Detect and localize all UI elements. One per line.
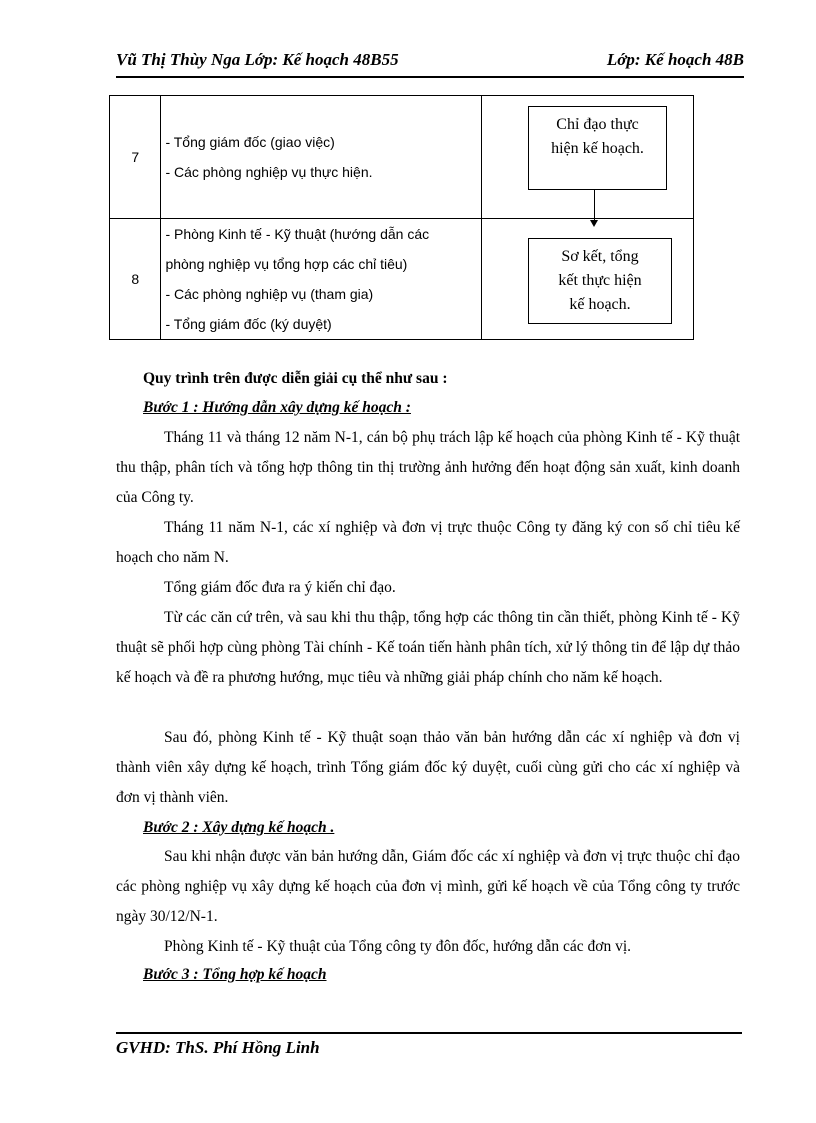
footer-rule	[116, 1032, 742, 1034]
page-footer: GVHD: ThS. Phí Hồng Linh	[116, 1038, 320, 1057]
step-number: 8	[110, 219, 161, 340]
description-line: - Các phòng nghiệp vụ (tham gia)	[165, 286, 374, 302]
step-3-heading: Bước 3 : Tổng hợp kế hoạch	[143, 966, 327, 983]
arrow-down-icon	[590, 220, 598, 227]
flow-box-line: Chỉ đạo thực	[556, 116, 639, 133]
header-author-class: Vũ Thị Thùy Nga Lớp: Kế hoạch 48B55	[116, 50, 399, 69]
paragraph: Tổng giám đốc đưa ra ý kiến chỉ đạo.	[164, 579, 396, 596]
description-line: - Tổng giám đốc (giao việc)	[165, 134, 335, 150]
paragraph: Tháng 11 và tháng 12 năm N-1, cán bộ phụ trách lập kế hoạch của phòng Kinh tế - Kỹ thuật thu thập, phân tích và tổng hợp thông tin thị trường ảnh hưởng đến hoạt động sản xuất, kinh doanh của Công ty.	[116, 429, 740, 506]
description-line: phòng nghiệp vụ tổng hợp các chỉ tiêu)	[165, 256, 408, 272]
flow-arrow-line	[594, 190, 595, 224]
paragraph: Từ các căn cứ trên, và sau khi thu thập, tổng hợp các thông tin cần thiết, phòng Kinh tế - Kỹ thuật sẽ phối hợp cùng phòng Tài chính - Kế toán tiến hành phân tích, xử lý thông tin để lập dự thảo kế hoạch và đề ra phương hướng, mục tiêu và những giải pháp chính cho năm kế hoạch.	[116, 609, 740, 686]
step-description	[161, 219, 481, 340]
flow-box-review-implementation	[528, 238, 672, 324]
step-2-heading: Bước 2 : Xây dựng kế hoạch .	[143, 819, 335, 836]
flow-box-direct-implementation	[528, 106, 667, 190]
step-description	[161, 96, 481, 219]
description-line: - Tổng giám đốc (ký duyệt)	[165, 316, 332, 332]
step-number: 7	[110, 96, 161, 219]
flow-box-line: Sơ kết, tổng	[561, 248, 639, 265]
paragraph: Sau đó, phòng Kinh tế - Kỹ thuật soạn thảo văn bản hướng dẫn các xí nghiệp và đơn vị thành viên xây dựng kế hoạch, trình Tổng giám đốc ký duyệt, cuối cùng gửi cho các xí nghiệp và đơn vị thành viên.	[116, 729, 740, 806]
step-1-heading: Bước 1 : Hướng dẫn xây dựng kế hoạch :	[143, 399, 411, 416]
flow-box-line: hiện kế hoạch.	[551, 140, 644, 157]
paragraph: Phòng Kinh tế - Kỹ thuật của Tổng công ty đôn đốc, hướng dẫn các đơn vị.	[164, 938, 632, 955]
flow-box-line: kết thực hiện	[558, 272, 642, 289]
header-rule	[116, 76, 744, 78]
section-intro: Quy trình trên được diễn giải cụ thể như sau :	[143, 370, 448, 387]
page-header	[116, 48, 744, 74]
flow-box-line: kế hoạch.	[569, 296, 631, 313]
description-line: - Các phòng nghiệp vụ thực hiện.	[165, 164, 373, 180]
paragraph: Sau khi nhận được văn bản hướng dẫn, Giám đốc các xí nghiệp và đơn vị trực thuộc chỉ đạo các phòng nghiệp vụ xây dựng kế hoạch của đơn vị mình, gửi kế hoạch về của Tổng công ty trước ngày 30/12/N-1.	[116, 848, 740, 925]
description-line: - Phòng Kinh tế - Kỹ thuật (hướng dẫn các	[165, 226, 430, 242]
paragraph: Tháng 11 năm N-1, các xí nghiệp và đơn vị trực thuộc Công ty đăng ký con số chỉ tiêu kế hoạch cho năm N.	[116, 519, 740, 566]
header-class: Lớp: Kế hoạch 48B	[606, 50, 744, 69]
